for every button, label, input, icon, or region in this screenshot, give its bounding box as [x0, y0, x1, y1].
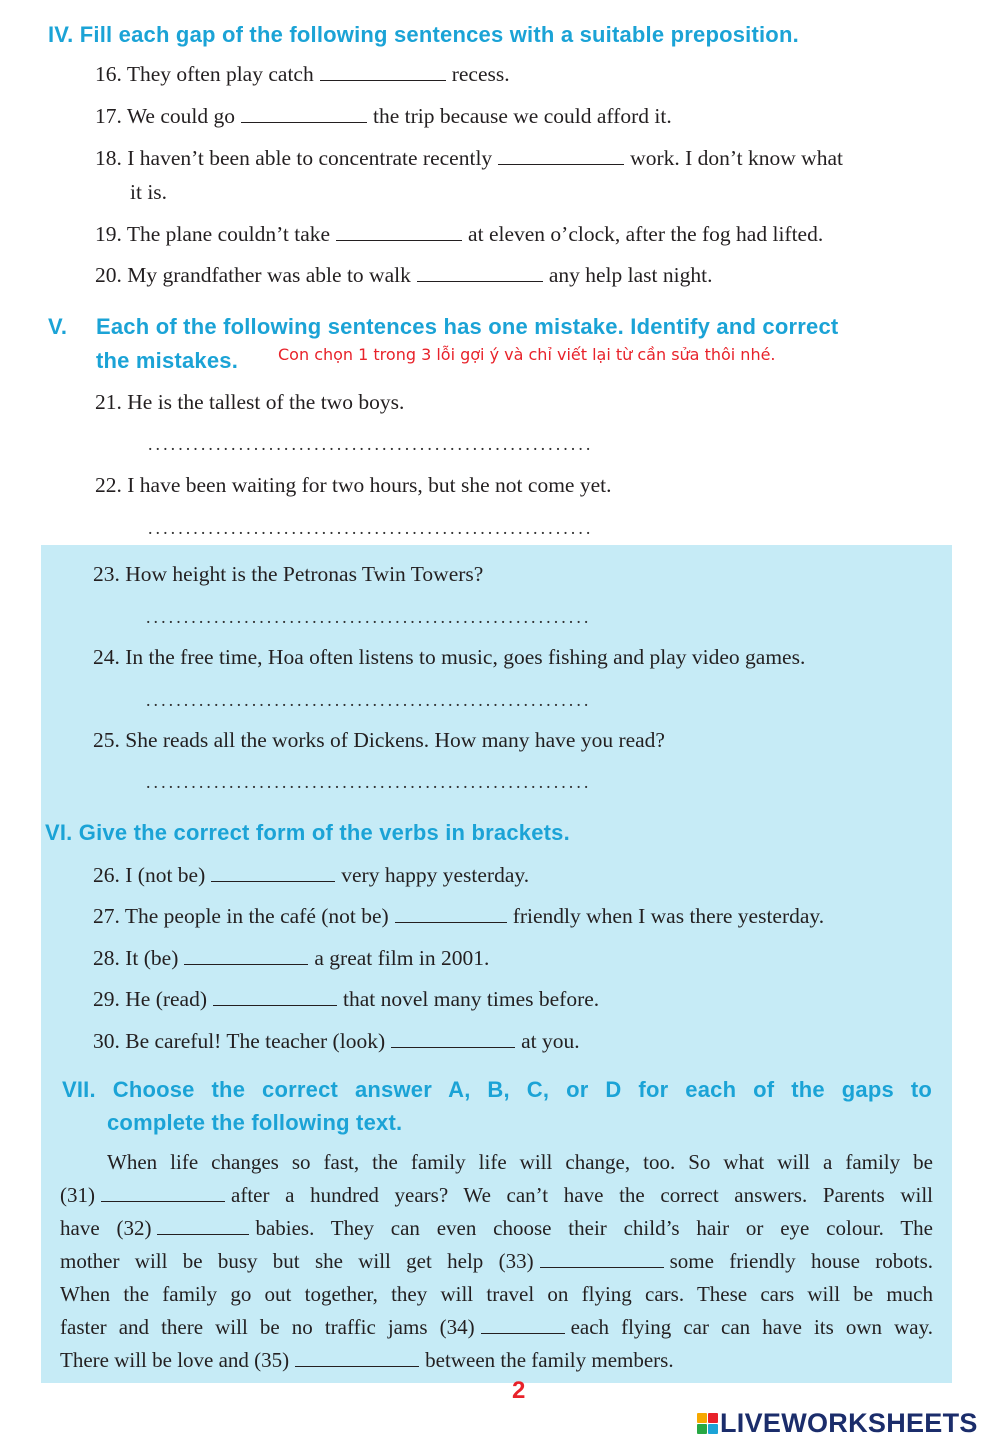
logo-square-icon [697, 1424, 707, 1434]
section-5-heading: Each of the following sentences has one mistake. Identify and correct [96, 314, 839, 339]
teacher-note: Con chọn 1 trong 3 lỗi gợi ý và chỉ viết lại từ cần sửa thôi nhé. [278, 345, 776, 364]
answer-blank-16[interactable] [320, 65, 446, 81]
question-22: 22. I have been waiting for two hours, but she not come yet. [95, 473, 612, 497]
page-number: 2 [512, 1377, 526, 1404]
logo-square-icon [708, 1424, 718, 1434]
question-20: 20. My grandfather was able to walk any help last night. [95, 263, 713, 287]
answer-blank-32[interactable] [157, 1219, 249, 1235]
question-18-continued: it is. [130, 180, 168, 204]
answer-blank-35[interactable] [295, 1351, 419, 1367]
passage-line-3: have (32) babies. They can even choose their child’s hair or eye colour. The [60, 1216, 933, 1240]
question-26: 26. I (not be) very happy yesterday. [93, 863, 530, 887]
question-24: 24. In the free time, Hoa often listens to music, goes fishing and play video games. [93, 645, 806, 669]
answer-blank-17[interactable] [241, 107, 367, 123]
answer-line-21[interactable]: ........................................................... [148, 434, 594, 454]
question-16: 16. They often play catch recess. [95, 62, 510, 86]
logo-grid-icon [697, 1413, 718, 1434]
question-17: 17. We could go the trip because we could afford it. [95, 104, 672, 128]
section-5-number: V. [48, 314, 68, 339]
section-7-heading: VII. Choose the correct answer A, B, C, or D for each of the gaps to [62, 1077, 932, 1102]
section-7-heading-continued: complete the following text. [107, 1110, 403, 1135]
section-6-heading: VI. Give the correct form of the verbs in brackets. [45, 820, 570, 845]
answer-blank-34[interactable] [481, 1318, 565, 1334]
question-27: 27. The people in the café (not be) friendly when I was there yesterday. [93, 904, 825, 928]
passage-line-7: There will be love and (35) between the family members. [60, 1348, 674, 1372]
answer-blank-19[interactable] [336, 225, 462, 241]
section-5-heading-continued: the mistakes. [96, 348, 239, 373]
section-4-heading: IV. Fill each gap of the following sentences with a suitable preposition. [48, 22, 799, 47]
logo-square-icon [697, 1413, 707, 1423]
logo-text: LIVEWORKSHEETS [720, 1407, 978, 1438]
question-21: 21. He is the tallest of the two boys. [95, 390, 405, 414]
answer-line-22[interactable]: ........................................................... [148, 518, 594, 538]
question-18: 18. I haven’t been able to concentrate recently work. I don’t know what [95, 146, 843, 170]
question-25: 25. She reads all the works of Dickens. How many have you read? [93, 728, 665, 752]
passage-line-6: faster and there will be no traffic jams (34) each flying car can have its own way. [60, 1315, 933, 1339]
answer-blank-31[interactable] [101, 1186, 225, 1202]
question-29: 29. He (read) that novel many times before. [93, 987, 600, 1011]
answer-line-24[interactable]: ........................................................... [146, 690, 592, 710]
passage-line-2: (31) after a hundred years? We can’t have the correct answers. Parents will [60, 1183, 933, 1207]
passage-line-4: mother will be busy but she will get help (33) some friendly house robots. [60, 1249, 934, 1273]
question-19: 19. The plane couldn’t take at eleven o’clock, after the fog had lifted. [95, 222, 824, 246]
passage-line-1: When life changes so fast, the family life will change, too. So what will a family be [107, 1150, 933, 1174]
question-28: 28. It (be) a great film in 2001. [93, 946, 490, 970]
passage-line-5: When the family go out together, they will travel on flying cars. These cars will be much [60, 1282, 933, 1306]
answer-blank-29[interactable] [213, 990, 337, 1006]
answer-blank-30[interactable] [391, 1032, 515, 1048]
logo-square-icon [708, 1413, 718, 1423]
answer-blank-28[interactable] [184, 949, 308, 965]
answer-blank-33[interactable] [540, 1252, 664, 1268]
answer-blank-18[interactable] [498, 149, 624, 165]
answer-blank-26[interactable] [211, 866, 335, 882]
answer-blank-27[interactable] [395, 907, 507, 923]
answer-blank-20[interactable] [417, 266, 543, 282]
question-30: 30. Be careful! The teacher (look) at you. [93, 1029, 580, 1053]
question-23: 23. How height is the Petronas Twin Towers? [93, 562, 484, 586]
liveworksheets-logo[interactable] [697, 1407, 978, 1439]
answer-line-23[interactable]: ........................................................... [146, 607, 592, 627]
answer-line-25[interactable]: ........................................................... [146, 772, 592, 792]
